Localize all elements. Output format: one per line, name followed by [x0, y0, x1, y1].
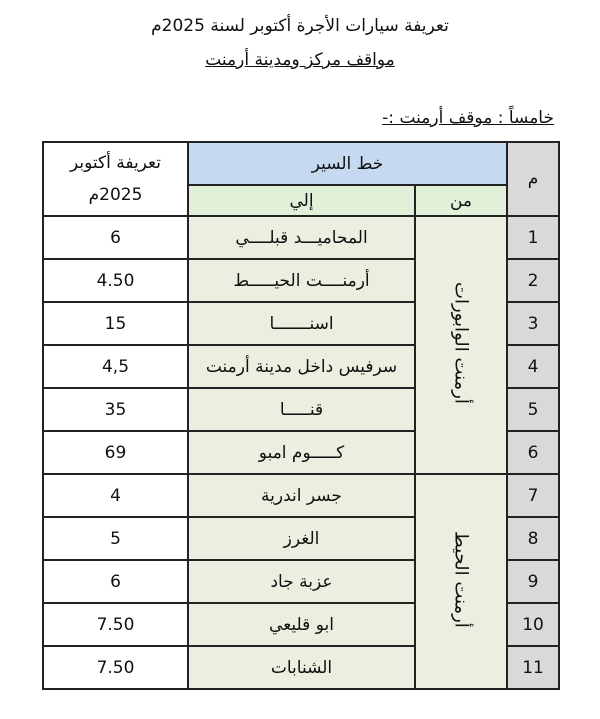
row-number: 2 — [507, 259, 559, 302]
route-destination: اسنـــــــا — [188, 302, 415, 345]
row-number: 1 — [507, 216, 559, 259]
header-to: إلي — [188, 185, 415, 216]
route-destination: قنـــــا — [188, 388, 415, 431]
route-destination: سرفيس داخل مدينة أرمنت — [188, 345, 415, 388]
row-number: 4 — [507, 345, 559, 388]
fare-value: 7.50 — [43, 646, 188, 689]
header-num: م — [507, 142, 559, 216]
header-route: خط السير — [188, 142, 507, 185]
route-origin — [415, 474, 507, 689]
fare-value: 5 — [43, 517, 188, 560]
row-number: 11 — [507, 646, 559, 689]
fare-value: 4.50 — [43, 259, 188, 302]
route-destination: المحاميـــد قبلــــي — [188, 216, 415, 259]
route-destination: جسر اندرية — [188, 474, 415, 517]
row-number: 6 — [507, 431, 559, 474]
row-number: 5 — [507, 388, 559, 431]
row-number: 10 — [507, 603, 559, 646]
fare-value: 4,5 — [43, 345, 188, 388]
fare-value: 4 — [43, 474, 188, 517]
route-destination: الغرز — [188, 517, 415, 560]
route-destination: ابو قليعي — [188, 603, 415, 646]
fare-value: 35 — [43, 388, 188, 431]
section-title: خامساً : موقف أرمنت :- — [382, 108, 554, 128]
row-number: 9 — [507, 560, 559, 603]
route-destination: عزبة جاد — [188, 560, 415, 603]
fare-table — [42, 141, 560, 690]
row-number: 8 — [507, 517, 559, 560]
page-subtitle: مواقف مركز ومدينة أرمنت — [205, 50, 395, 70]
header-from: من — [415, 185, 507, 216]
route-origin — [415, 216, 507, 474]
fare-value: 15 — [43, 302, 188, 345]
route-destination: أرمنــــت الحيـــــط — [188, 259, 415, 302]
row-number: 7 — [507, 474, 559, 517]
fare-table-body — [43, 216, 559, 689]
table-row — [43, 474, 559, 517]
route-origin-label: أرمنت الوابورات — [450, 281, 472, 404]
fare-value: 69 — [43, 431, 188, 474]
table-row — [43, 216, 559, 259]
fare-value: 6 — [43, 216, 188, 259]
route-origin-label: أرمنت الحيط — [450, 530, 472, 628]
row-number: 3 — [507, 302, 559, 345]
fare-value: 7.50 — [43, 603, 188, 646]
fare-value: 6 — [43, 560, 188, 603]
page-title: تعريفة سيارات الأجرة أكتوبر لسنة 2025م — [151, 16, 449, 36]
route-destination: كـــــوم امبو — [188, 431, 415, 474]
route-destination: الشنابات — [188, 646, 415, 689]
header-fare: تعريفة أكتوبر 2025م — [43, 142, 188, 216]
